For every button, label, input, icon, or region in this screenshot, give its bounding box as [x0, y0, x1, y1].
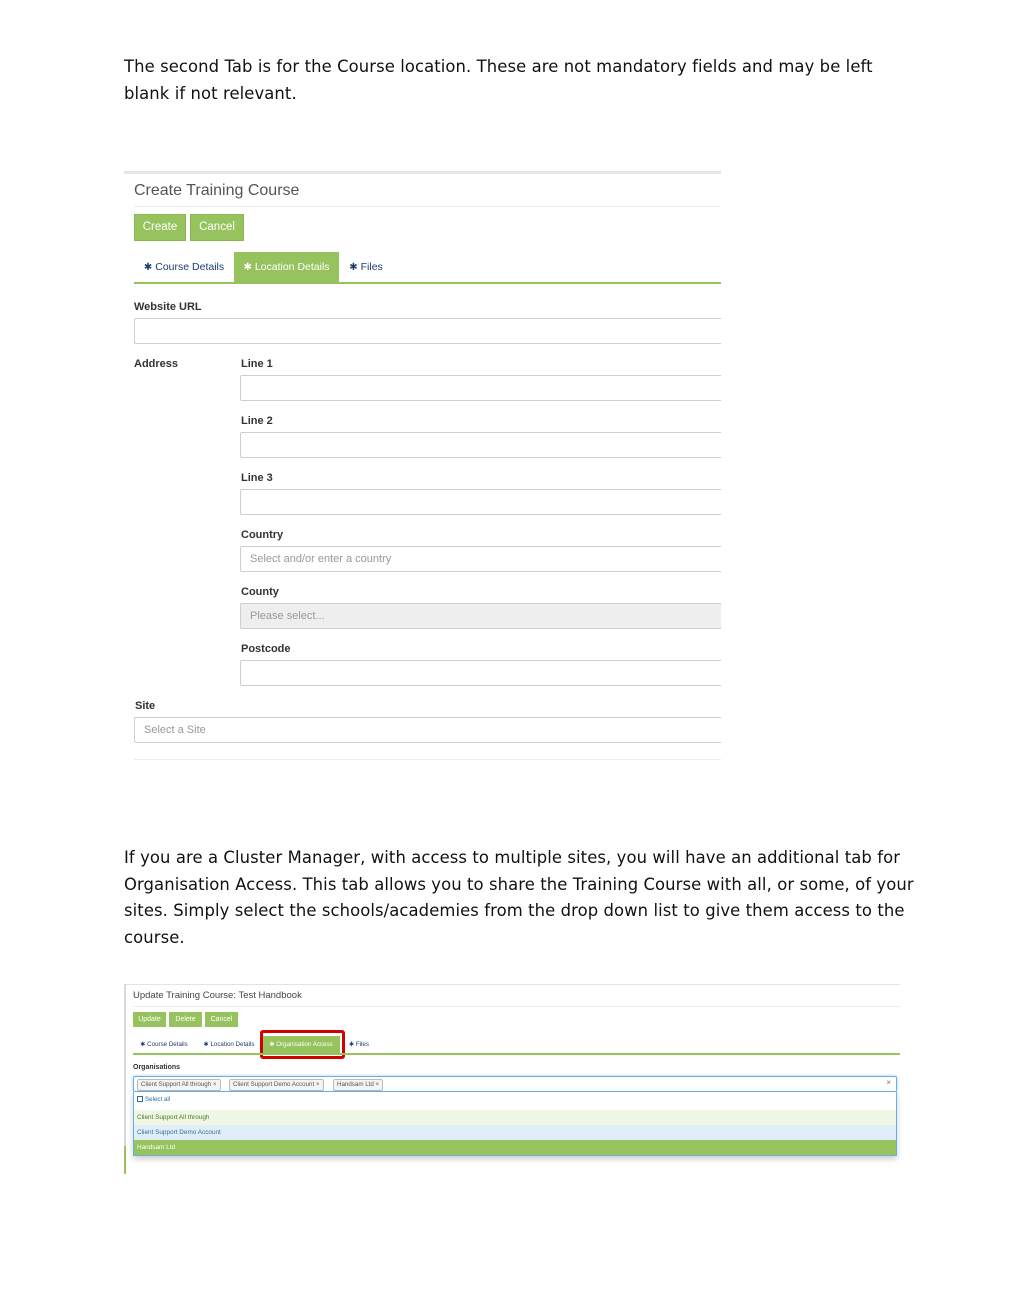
tab-label: Files — [355, 1041, 369, 1048]
county-label: County — [241, 586, 279, 598]
line1-label: Line 1 — [241, 358, 273, 370]
site-select[interactable]: Select a Site — [134, 717, 721, 743]
select-all-label: Select all — [145, 1096, 171, 1103]
country-label: Country — [241, 529, 284, 541]
line2-label: Line 2 — [241, 415, 273, 427]
selected-chip[interactable]: Client Support All through × — [137, 1079, 221, 1091]
tab-location-details[interactable] — [198, 1036, 260, 1053]
asterisk-icon: ✱ — [269, 1041, 277, 1048]
tab-files[interactable] — [344, 1036, 374, 1053]
divider — [134, 759, 721, 760]
website-url-label: Website URL — [134, 301, 202, 313]
asterisk-icon: ✱ — [349, 262, 358, 273]
clear-icon[interactable]: × — [886, 1078, 891, 1087]
line3-label: Line 3 — [241, 472, 273, 484]
form-title: Create Training Course — [134, 182, 300, 199]
form-title: Update Training Course: Test Handbook — [133, 990, 302, 1001]
organisations-label: Organisations — [133, 1064, 181, 1071]
left-border-accent — [124, 1146, 126, 1174]
update-training-course-screenshot — [124, 984, 900, 1174]
divider — [134, 206, 721, 207]
tab-location-details[interactable] — [234, 252, 339, 282]
tab-label: Location Details — [210, 1041, 255, 1048]
create-training-course-screenshot — [124, 171, 721, 761]
dropdown-option[interactable]: Client Support Demo Account — [134, 1125, 896, 1140]
selected-chip[interactable]: Handsam Ltd × — [333, 1079, 383, 1091]
select-all-checkbox[interactable] — [137, 1096, 170, 1103]
asterisk-icon: ✱ — [203, 1041, 211, 1048]
cluster-manager-paragraph: If you are a Cluster Manager, with access to multiple sites, you will have an additional tab for Organisation Access. This tab allows you to share the Training Course with all, or some, of your sites. Simply select the schools/academies from the drop down list to give them access to the course. — [124, 848, 914, 947]
cancel-button[interactable]: Cancel — [205, 1012, 238, 1027]
asterisk-icon: ✱ — [140, 1041, 148, 1048]
cancel-button[interactable]: Cancel — [190, 214, 244, 241]
tab-files[interactable] — [339, 252, 393, 282]
line2-input[interactable] — [240, 432, 721, 458]
organisations-dropdown — [133, 1092, 897, 1156]
tab-label: Files — [360, 261, 383, 273]
update-button[interactable]: Update — [133, 1012, 166, 1027]
tab-underline — [133, 1053, 900, 1055]
tab-course-details[interactable] — [134, 1036, 194, 1053]
dropdown-option[interactable]: Client Support All through — [134, 1110, 896, 1125]
county-select[interactable]: Please select... — [240, 603, 721, 629]
tab-label: Location Details — [254, 261, 330, 273]
checkbox-icon — [137, 1096, 143, 1102]
tab-underline — [134, 282, 721, 284]
create-button[interactable]: Create — [134, 214, 186, 241]
tab-course-details[interactable] — [134, 252, 234, 282]
tab-label: Course Details — [155, 261, 225, 273]
postcode-label: Postcode — [241, 643, 291, 655]
delete-button[interactable]: Delete — [169, 1012, 202, 1027]
site-label: Site — [135, 700, 156, 712]
asterisk-icon: ✱ — [349, 1041, 356, 1048]
country-select[interactable]: Select and/or enter a country — [240, 546, 721, 572]
website-url-input[interactable] — [134, 318, 721, 344]
asterisk-icon: ✱ — [143, 262, 153, 273]
tab-label: Organisation Access — [276, 1041, 333, 1048]
selected-chip[interactable]: Client Support Demo Account × — [229, 1079, 324, 1091]
address-label: Address — [134, 358, 179, 370]
top-border — [124, 171, 721, 174]
organisations-multiselect[interactable] — [133, 1076, 897, 1092]
postcode-input[interactable] — [240, 660, 721, 686]
dropdown-option[interactable]: Handsam Ltd — [134, 1140, 896, 1155]
top-border — [126, 984, 900, 985]
asterisk-icon: ✱ — [243, 262, 252, 273]
intro-paragraph: The second Tab is for the Course location. These are not mandatory fields and may be left blank if not relevant. — [124, 57, 873, 103]
line1-input[interactable] — [240, 375, 721, 401]
tab-label: Course Details — [147, 1041, 188, 1048]
divider — [133, 1006, 900, 1007]
line3-input[interactable] — [240, 489, 721, 515]
